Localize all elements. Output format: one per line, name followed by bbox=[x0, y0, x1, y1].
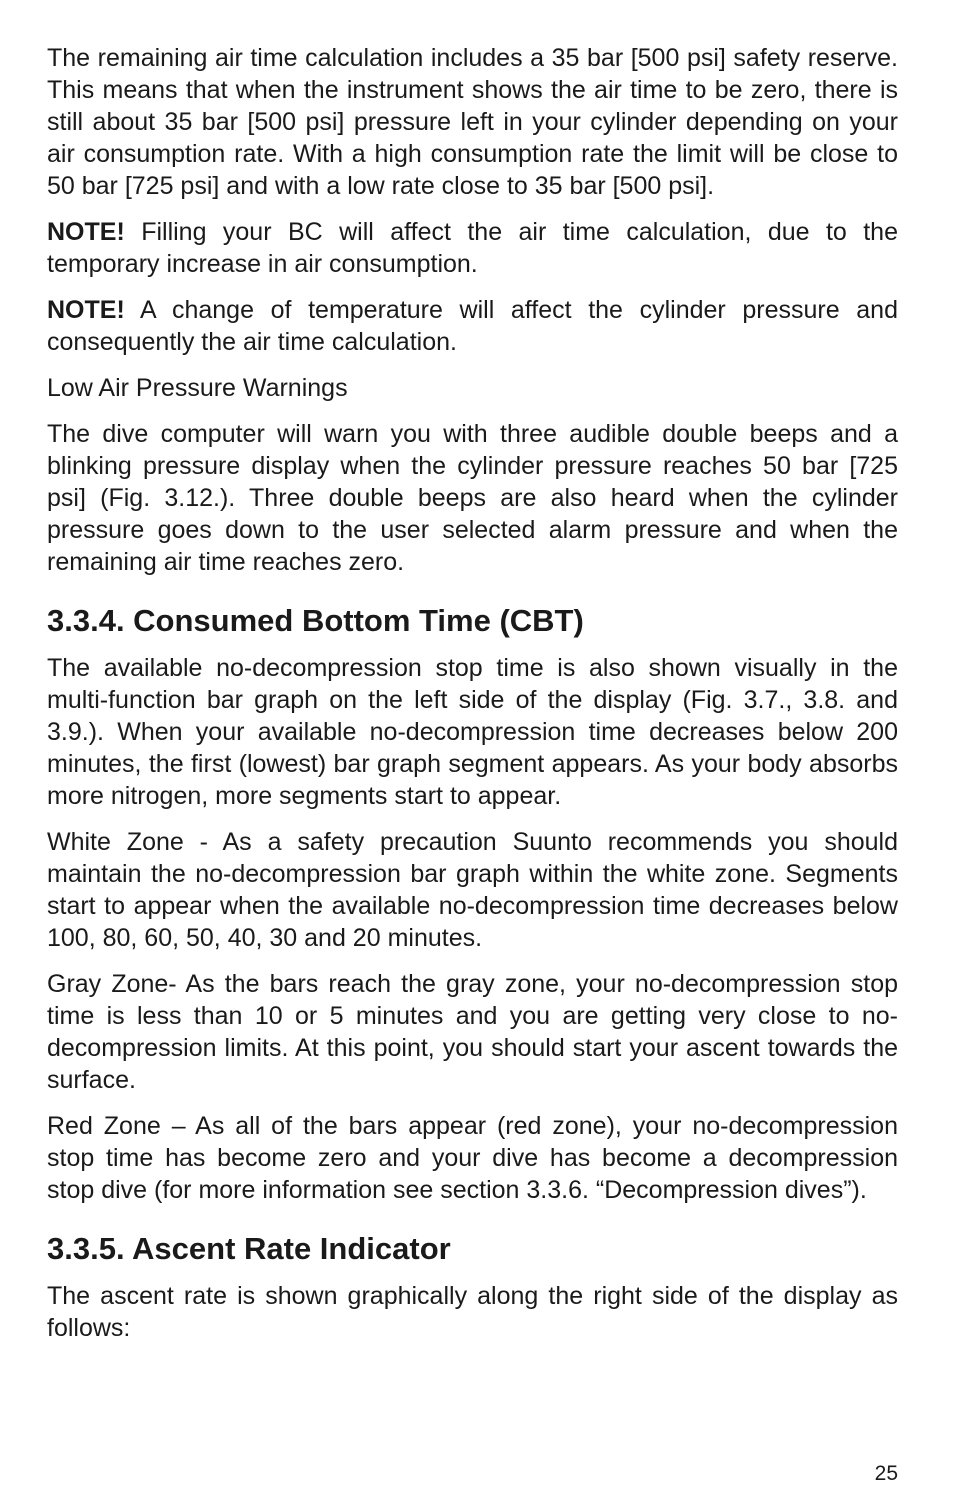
red-zone-paragraph: Red Zone – As all of the bars appear (red zone), your no-decompression stop time has become zero and your dive has become a decompression stop dive (for more information see section 3.3.6. “Decompression dives”). bbox=[47, 1112, 898, 1204]
note-text: A change of temperature will affect the cylinder pressure and consequently the air time calculation. bbox=[47, 296, 898, 356]
low-air-subheading: Low Air Pressure Warnings bbox=[47, 374, 348, 402]
note-label: NOTE! bbox=[47, 296, 125, 324]
cbt-section-heading: 3.3.4. Consumed Bottom Time (CBT) bbox=[47, 603, 584, 638]
air-time-reserve-paragraph: The remaining air time calculation includes a 35 bar [500 psi] safety reserve. This means that when the instrument shows the air time to be zero, there is still about 35 bar [500 psi] pressure left in your cylinder depending on your air consumption rate. With a high consumption rate the limit will be close to 50 bar [725 psi] and with a low rate close to 35 bar [500 psi]. bbox=[47, 44, 898, 200]
note-text: Filling your BC will affect the air time calculation, due to the temporary increase in air consumption. bbox=[47, 218, 898, 278]
note-bc-paragraph bbox=[47, 216, 898, 280]
page-number: 25 bbox=[874, 1462, 898, 1485]
gray-zone-paragraph: Gray Zone- As the bars reach the gray zone, your no-decompression stop time is less than 10 or 5 minutes and you are getting very close to no-decompression limits. At this point, you should start your ascent towards the surface. bbox=[47, 970, 898, 1094]
white-zone-paragraph: White Zone - As a safety precaution Suunto recommends you should maintain the no-decompression bar graph within the white zone. Segments start to appear when the available no-decompression time decreases below 100, 80, 60, 50, 40, 30 and 20 minutes. bbox=[47, 828, 898, 952]
ascent-section-heading: 3.3.5. Ascent Rate Indicator bbox=[47, 1231, 451, 1266]
ascent-intro-paragraph: The ascent rate is shown graphically along the right side of the display as follows: bbox=[47, 1282, 898, 1342]
cbt-intro-paragraph: The available no-decompression stop time is also shown visually in the multi-function bar graph on the left side of the display (Fig. 3.7., 3.8. and 3.9.). When your available no-decompression time decreases below 200 minutes, the first (lowest) bar graph segment appears. As your body absorbs more nitrogen, more segments start to appear. bbox=[47, 654, 898, 810]
note-label: NOTE! bbox=[47, 218, 125, 246]
note-temperature-paragraph bbox=[47, 294, 898, 358]
low-air-paragraph: The dive computer will warn you with three audible double beeps and a blinking pressure display when the cylinder pressure reaches 50 bar [725 psi] (Fig. 3.12.). Three double beeps are also heard when the cylinder pressure goes down to the user selected alarm pressure and when the remaining air time reaches zero. bbox=[47, 420, 898, 576]
document-page bbox=[47, 42, 898, 1358]
